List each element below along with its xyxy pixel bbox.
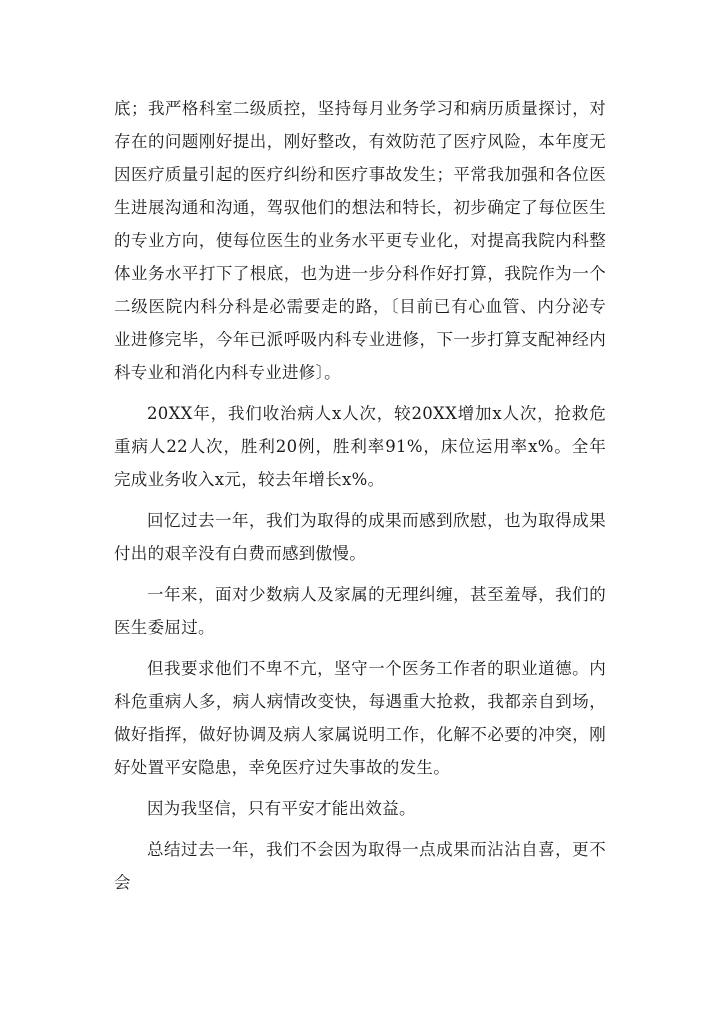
paragraph: 一年来，面对少数病人及家属的无理纠缠，甚至羞辱，我们的医生委屈过。 [114, 585, 606, 637]
paragraph: 底；我严格科室二级质控，坚持每月业务学习和病历质量探讨，对存在的问题刚好提出，刚好整改，有效防范了医疗风险，本年度无因医疗质量引起的医疗纠纷和医疗事故发生；平常我加强和各位医生进展沟通和沟通，驾驭他们的想法和特长，初步确定了每位医生的专业方向，使每位医生的业务水平更专业化，对提高我院内科整体业务水平打下了根底，也为进一步分科作好打算，我院作为一个二级医院内科分科是必需要走的路，〔目前已有心血管、内分泌专业进修完毕，今年已派呼吸内科专业进修，下一步打算支配神经内科专业和消化内科专业进修〕。 [114, 99, 606, 382]
paragraph: 20XX年，我们收治病人x人次，较20XX增加x人次，抢救危重病人22人次，胜利20例，胜利率91%，床位运用率x%。全年完成业务收入x元，较去年增长x%。 [114, 404, 606, 489]
document-body [114, 92, 606, 907]
paragraph: 但我要求他们不卑不亢，坚守一个医务工作者的职业道德。内科危重病人多，病人病情改变快，每遇重大抢救，我都亲自到场，做好指挥，做好协调及病人家属说明工作，化解不必要的冲突，刚好处置平安隐患，幸免医疗过失事故的发生。 [114, 659, 606, 777]
paragraph: 因为我坚信，只有平安才能出效益。 [147, 799, 416, 818]
paragraph: 回忆过去一年，我们为取得的成果而感到欣慰，也为取得成果付出的艰辛没有白费而感到傲慢。 [114, 511, 606, 563]
paragraph: 总结过去一年，我们不会因为取得一点成果而沾沾自喜，更不会 [114, 840, 606, 892]
